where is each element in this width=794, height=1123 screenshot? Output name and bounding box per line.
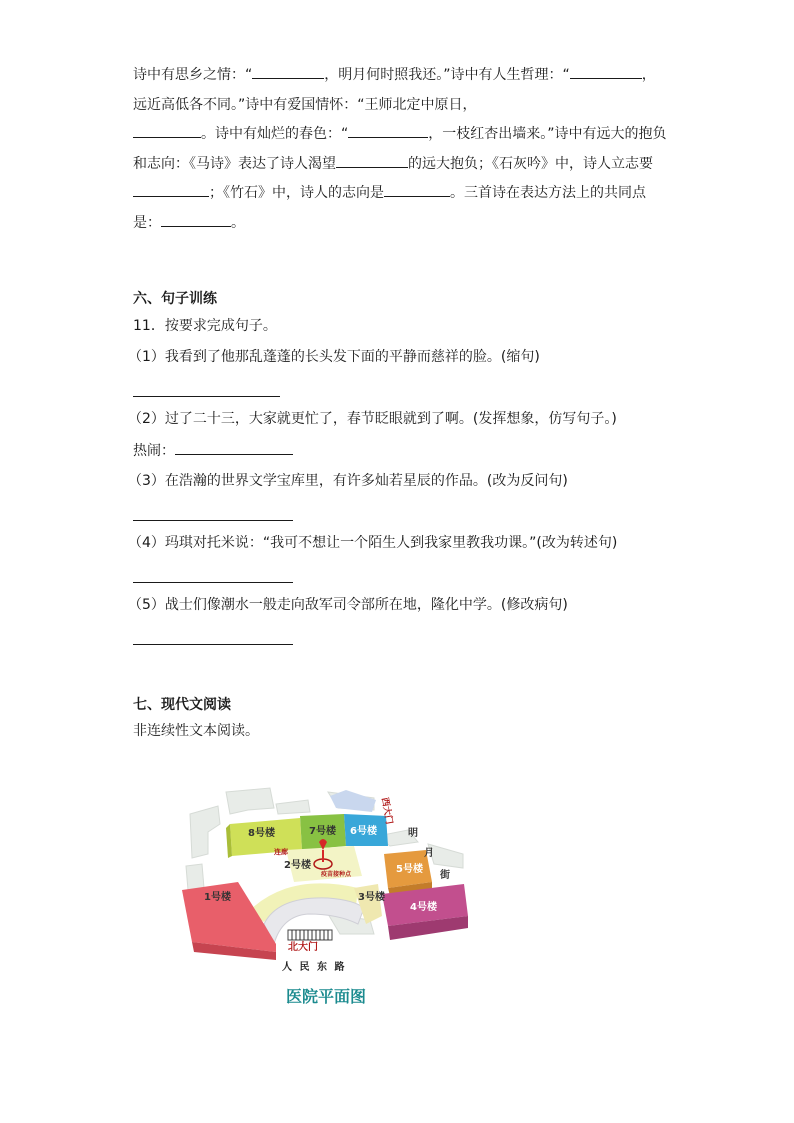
question-item: （2）过了二十三，大家就更忙了，春节眨眼就到了啊。(发挥想象，仿写句子。) bbox=[128, 411, 617, 427]
answer-blank[interactable] bbox=[133, 180, 209, 197]
answer-blank[interactable] bbox=[133, 121, 201, 138]
poetry-text: 。诗中有灿烂的春色：“ bbox=[201, 126, 349, 142]
label-b5: 5号楼 bbox=[396, 864, 423, 875]
label-vaccine-point: 疫苗接种点 bbox=[321, 871, 352, 878]
north-gate[interactable] bbox=[288, 930, 332, 940]
answer-blank[interactable] bbox=[161, 210, 231, 227]
label-street-2: 月 bbox=[424, 848, 434, 859]
answer-blank[interactable] bbox=[336, 151, 408, 168]
label-b8: 8号楼 bbox=[248, 828, 275, 839]
poetry-text: ，明月何时照我还。”诗中有人生哲理：“ bbox=[324, 67, 570, 83]
poetry-text: ；《竹石》中，诗人的志向是 bbox=[209, 185, 384, 201]
map-title: 医院平面图 bbox=[286, 987, 367, 1006]
poetry-text: 。 bbox=[231, 214, 245, 231]
label-b6: 6号楼 bbox=[350, 826, 377, 837]
answer-blank[interactable] bbox=[348, 121, 428, 138]
answer-line[interactable] bbox=[133, 582, 293, 583]
label-corridor: 连廊 bbox=[274, 848, 288, 856]
label-b3: 3号楼 bbox=[358, 892, 385, 903]
label-b4: 4号楼 bbox=[410, 902, 437, 913]
poetry-text: 。三首诗在表达方法上的共同点是： bbox=[133, 185, 646, 231]
poetry-text: 的远大抱负；《石灰吟》中，诗人立志要 bbox=[408, 155, 653, 172]
label-road: 人 民 东 路 bbox=[282, 962, 347, 973]
answer-line[interactable] bbox=[133, 396, 280, 397]
label-street-1: 明 bbox=[408, 828, 418, 839]
section-subtitle: 非连续性文本阅读。 bbox=[133, 723, 259, 739]
answer-prefix-label: 热闹： bbox=[133, 443, 175, 459]
question-item: （1）我看到了他那乱蓬蓬的长头发下面的平静而慈祥的脸。(缩句) bbox=[128, 349, 540, 365]
label-b1: 1号楼 bbox=[204, 892, 231, 903]
poetry-paragraph bbox=[133, 61, 673, 238]
answer-prefix bbox=[133, 440, 293, 461]
answer-blank[interactable] bbox=[175, 440, 293, 455]
question-item: （5）战士们像潮水一般走向敌军司令部所在地，隆化中学。(修改病句) bbox=[128, 597, 568, 613]
label-b7: 7号楼 bbox=[309, 826, 336, 837]
label-west-gate: 西大门 bbox=[379, 796, 394, 826]
section-heading: 七、现代文阅读 bbox=[133, 697, 231, 713]
answer-line[interactable] bbox=[133, 520, 293, 521]
label-north-gate: 北大门 bbox=[288, 942, 318, 953]
section-heading: 六、句子训练 bbox=[133, 291, 217, 307]
answer-blank[interactable] bbox=[384, 180, 450, 197]
label-street-3: 街 bbox=[440, 870, 450, 881]
answer-line[interactable] bbox=[133, 644, 293, 645]
poetry-text: 远近高低各不同。”诗中有爱国情怀：“王师北定中原日， bbox=[133, 96, 477, 113]
question-title: 11．按要求完成句子。 bbox=[133, 318, 277, 334]
poetry-text: ，一枝红杏出墙来。”诗中有远大的抱负和志向：《马诗》表达了诗人渴望 bbox=[133, 126, 667, 172]
label-b2: 2号楼 bbox=[284, 860, 311, 871]
answer-blank[interactable] bbox=[252, 62, 324, 79]
hospital-map bbox=[178, 784, 478, 1014]
question-item: （3）在浩瀚的世界文学宝库里，有许多灿若星辰的作品。(改为反问句) bbox=[128, 473, 568, 489]
answer-blank[interactable] bbox=[570, 62, 642, 79]
poetry-text: 诗中有思乡之情：“ bbox=[133, 67, 253, 83]
question-item: （4）玛琪对托米说：“我可不想让一个陌生人到我家里教我功课。”(改为转述句) bbox=[128, 535, 618, 551]
poetry-text: ， bbox=[641, 67, 656, 83]
